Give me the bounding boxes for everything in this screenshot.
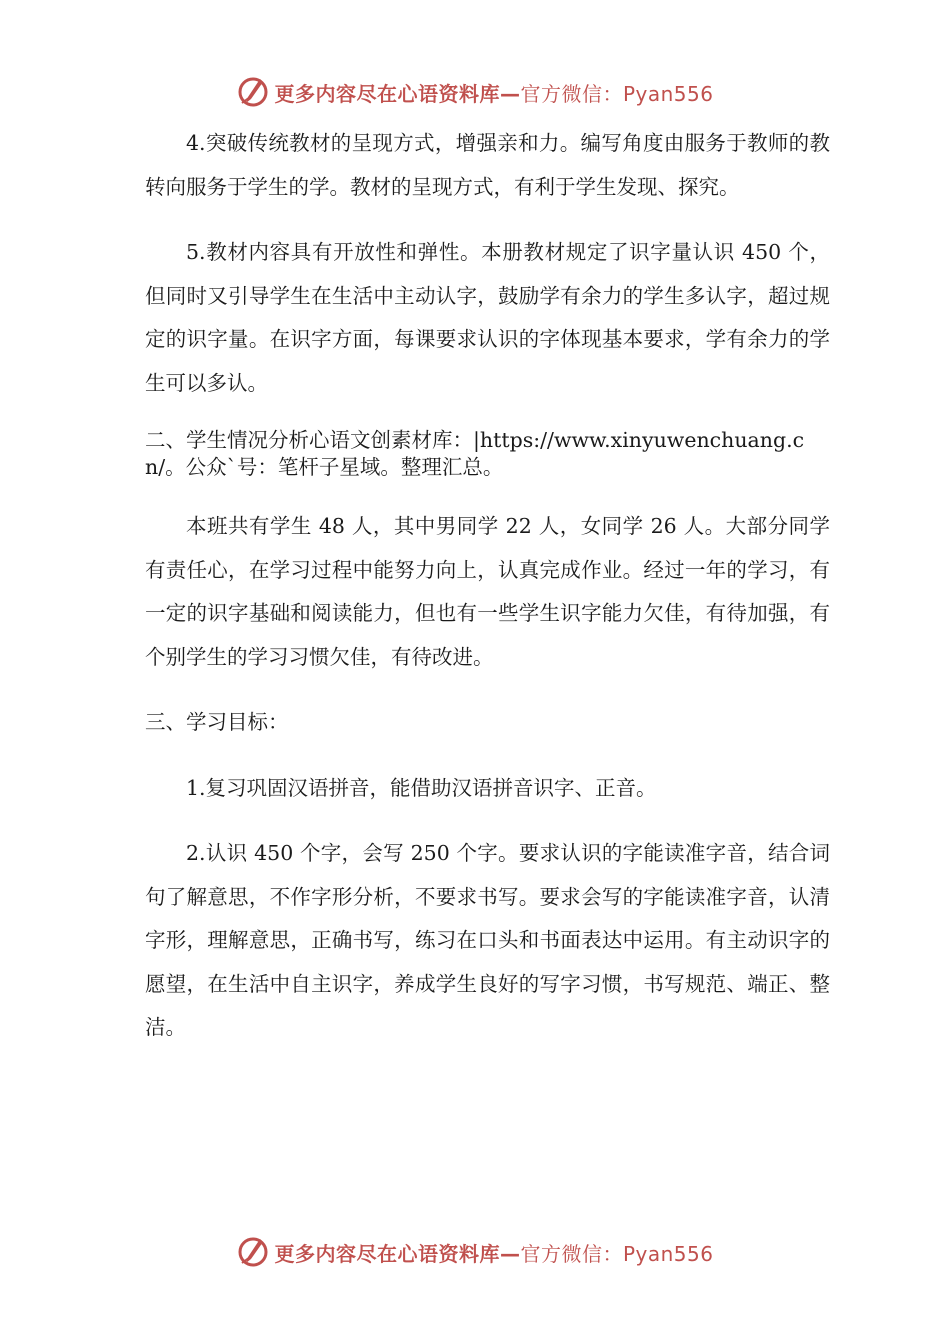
section-heading-student-analysis: 二、学生情况分析心语文创素材库：|https://www.xinyuwenchuang.cn/。公众`号：笔杆子星域。整理汇总。 (145, 428, 805, 479)
goal-2: 2.认识 450 个字，会写 250 个字。要求认识的字能读准字音，结合词句了解意思，不作字形分析，不要求书写。要求会写的字能读准字音，认清字形，理解意思，正确书写，练习在口头和书面表达中运用。有主动识字的愿望，在生活中自主识字，养成学生良好的写字习惯，书写规范、端正、整洁。 (145, 841, 830, 1039)
quill-logo-icon (236, 75, 270, 109)
banner-library-text: 更多内容尽在心语资料库— (274, 1241, 521, 1266)
paragraph-class-info: 本班共有学生 48 人，其中男同学 22 人，女同学 26 人。大部分同学有责任心，在学习过程中能努力向上，认真完成作业。经过一年的学习，有一定的识字基础和阅读能力，但也有一些学生识字能力欠佳，有待加强，有个别学生的学习习惯欠佳，有待改进。 (145, 514, 830, 669)
banner-text (274, 1238, 713, 1267)
quill-logo-icon (236, 1235, 270, 1269)
paragraph-5: 5.教材内容具有开放性和弹性。本册教材规定了识字量认识 450 个，但同时又引导学生在生活中主动认字，鼓励学有余力的学生多认字，超过规定的识字量。在识字方面，每课要求认识的字体现基本要求，学有余力的学生可以多认。 (145, 240, 830, 395)
banner-library-text: 更多内容尽在心语资料库— (274, 81, 521, 106)
banner-text (274, 78, 713, 107)
section-heading-learning-goals: 三、学习目标： (145, 710, 289, 734)
banner-wechat-text: 官方微信：Pyan556 (520, 81, 714, 106)
goal-1: 1.复习巩固汉语拼音，能借助汉语拼音识字、正音。 (186, 775, 657, 800)
banner-wechat-text: 官方微信：Pyan556 (520, 1241, 714, 1266)
paragraph-4: 4.突破传统教材的呈现方式，增强亲和力。编写角度由服务于教师的教转向服务于学生的学。教材的呈现方式，有利于学生发现、探究。 (145, 131, 830, 199)
footer-banner (0, 1232, 950, 1272)
header-banner (0, 72, 950, 112)
document-body (145, 122, 830, 1072)
